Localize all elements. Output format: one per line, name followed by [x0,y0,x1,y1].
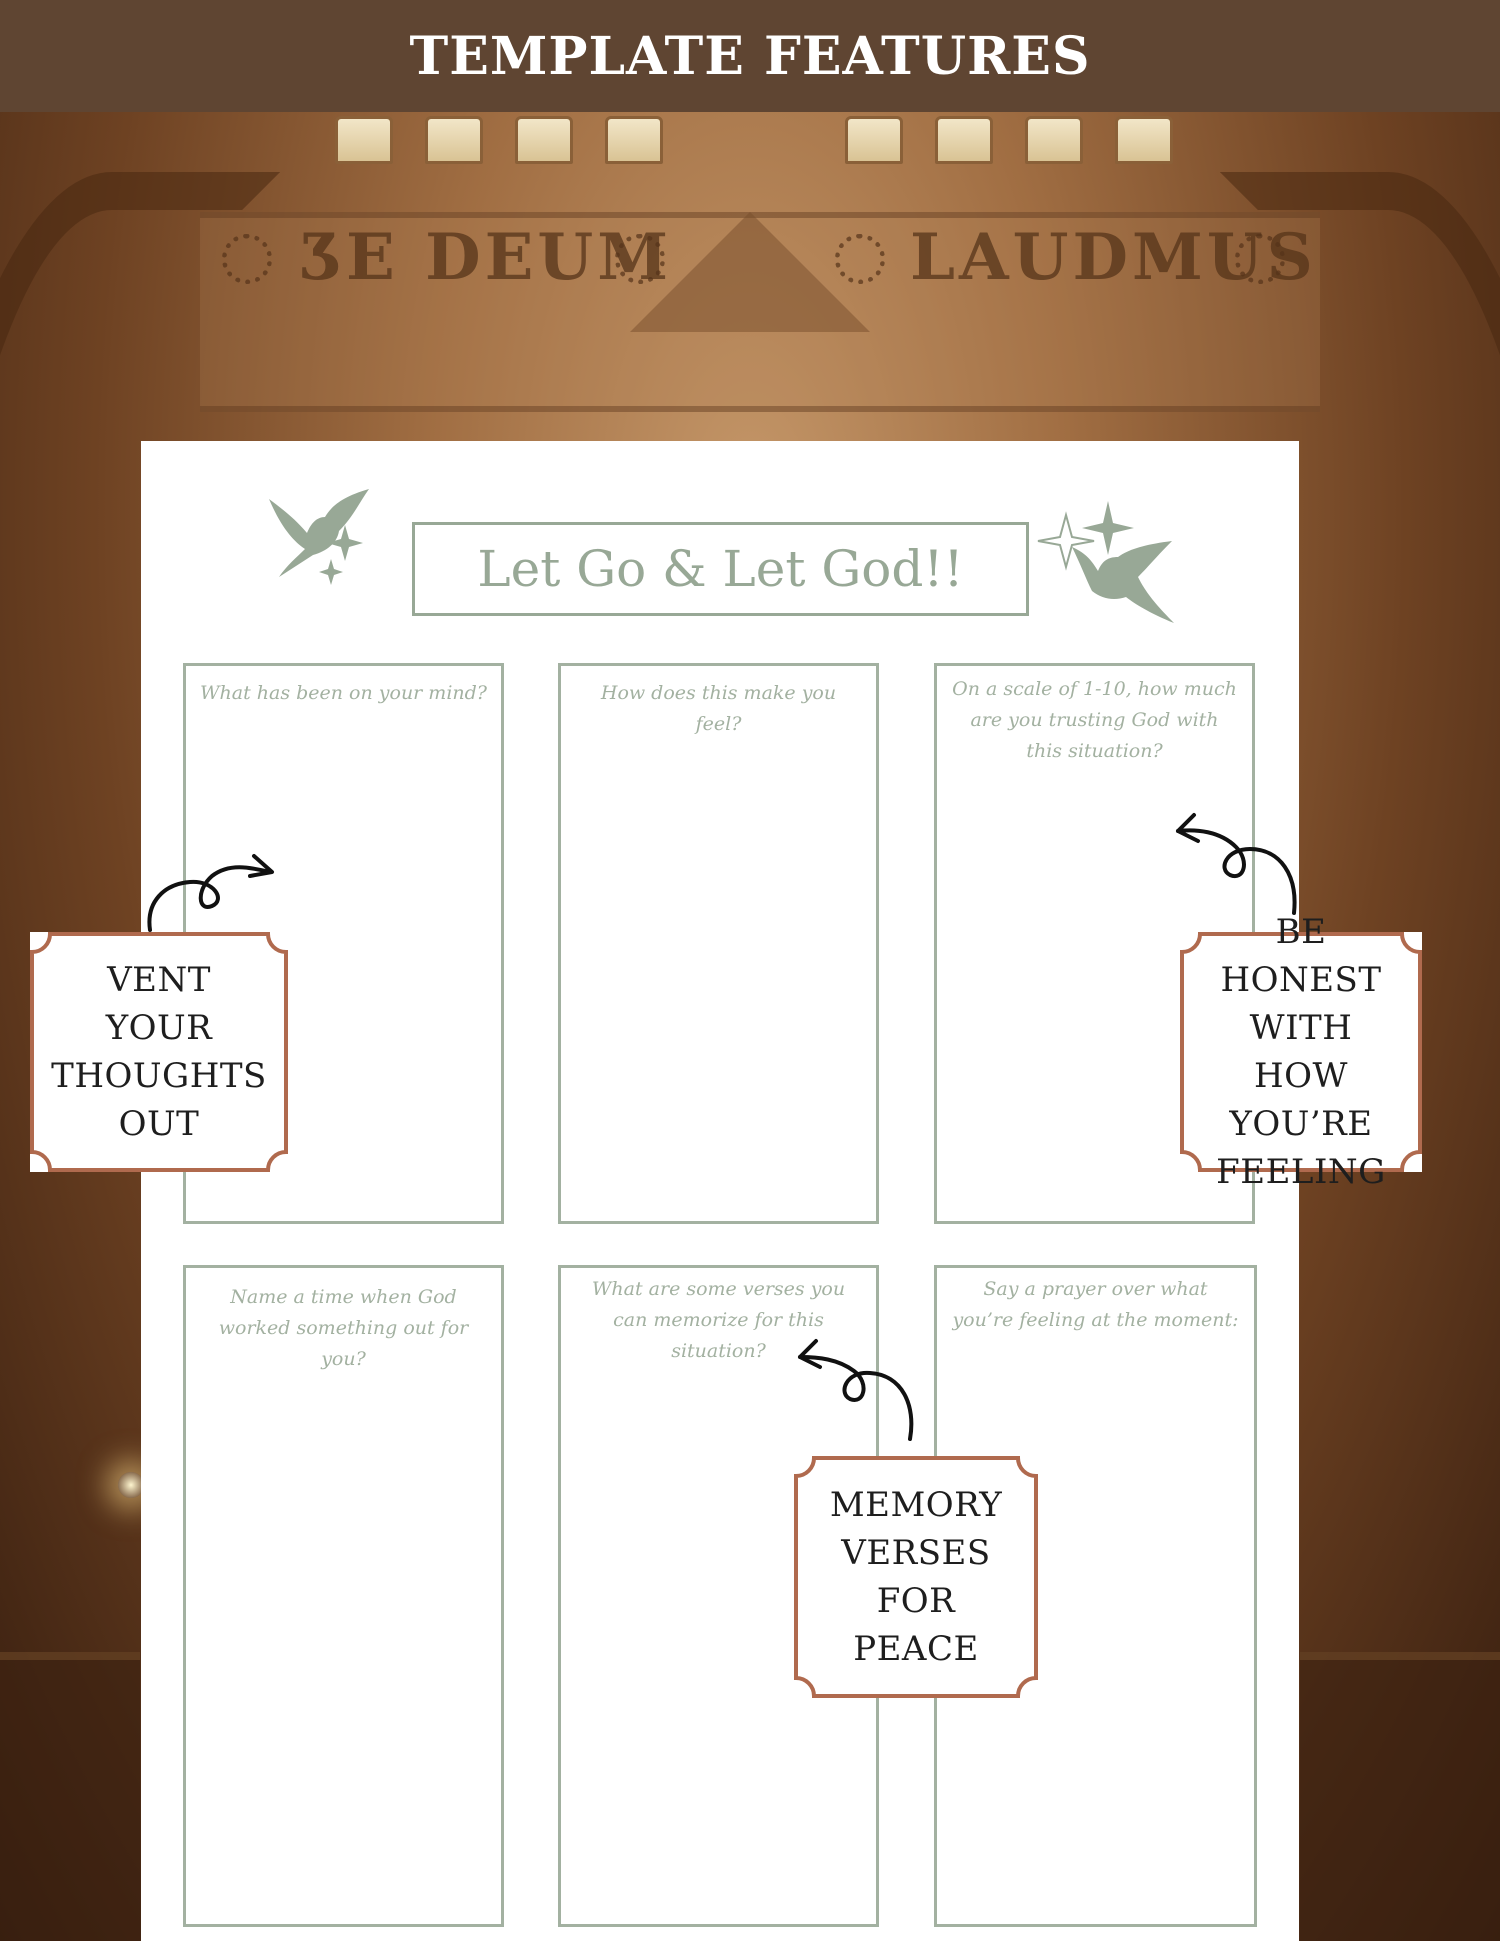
rosette-ornament [615,234,665,284]
prompt-box-feel[interactable] [558,663,879,1224]
prompt-text: On a scale of 1-10, how much are you trusting God with this situation? [952,678,1237,762]
prompt-text: What has been on your mind? [200,682,487,704]
page-title: TEMPLATE FEATURES [409,25,1091,87]
callout-honest-text: BE HONEST WITH HOW YOU’RE FEELING [1216,912,1386,1192]
curly-arrow-icon [790,1335,920,1445]
prompt-box-god-worked[interactable] [183,1265,504,1927]
curly-arrow-icon [1170,805,1300,915]
prompt-text: Name a time when God worked something out for you? [218,1286,469,1370]
dove-sparkle-icon [1036,501,1176,626]
prompt-text: How does this make you feel? [600,682,837,735]
journal-template-page [141,441,1299,1941]
template-title: Let Go & Let God!! [477,540,964,598]
stone-relief-right [1300,1652,1500,1941]
callout-vent-thoughts [30,932,288,1172]
callout-vent-text: VENT YOUR THOUGHTS OUT [51,960,267,1144]
curly-arrow-icon [140,842,280,932]
callout-memory-verses [794,1456,1038,1698]
callout-memory-text: MEMORY VERSES FOR PEACE [829,1485,1003,1669]
prompt-text: Say a prayer over what you’re feeling at the moment: [952,1278,1239,1331]
inscription-right: LAUDMUS [910,220,1317,295]
rosette-ornament [835,234,885,284]
dove-sparkle-icon [267,489,377,589]
template-title-box [412,522,1029,616]
stained-glass-windows [0,112,1500,172]
callout-be-honest [1180,912,1422,1192]
inscription-left: ƷE DEUM [300,220,673,295]
header-bar [0,0,1500,112]
prompt-text: What are some verses you can memorize for this situation? [591,1278,846,1362]
stone-relief-left [0,1652,140,1941]
